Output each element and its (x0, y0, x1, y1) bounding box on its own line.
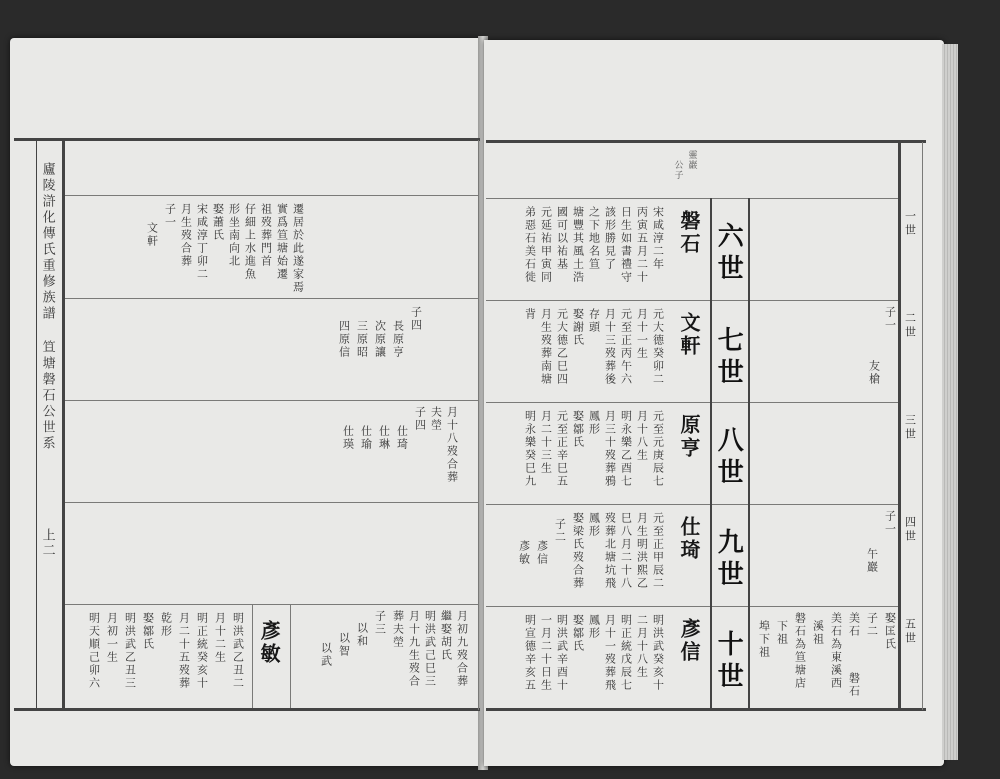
text-col: 明正統癸亥十 (195, 612, 209, 690)
row-line-3 (65, 400, 478, 401)
tree-text: 埠下祖 (757, 620, 771, 659)
row-line-4 (486, 504, 898, 505)
right-margin-rule (898, 142, 901, 710)
text-col: 娶梁氏歿合葬 (571, 512, 585, 590)
text-col: 該形勝見了 (603, 206, 617, 271)
text-col: 鳳形 (587, 614, 601, 640)
gen-scale-2: 二世 (903, 312, 917, 340)
text-col: 鳳形 (587, 410, 601, 436)
text-col: 元至正辛巳五 (555, 410, 569, 488)
text-col: 仕琳 (377, 425, 391, 451)
text-col: 元至正丙午六 (619, 308, 633, 386)
gen-label-6: 六世 (713, 222, 744, 286)
gen-label-10: 十世 (713, 630, 744, 694)
text-col: 子三 (373, 610, 387, 636)
text-col: 繼娶胡氏 (439, 610, 453, 662)
text-col: 明天順己卯六 (87, 612, 101, 690)
text-col: 形坐南向北 (227, 203, 241, 268)
text-col: 元至元庚辰七 (651, 410, 665, 488)
header-note-1: 靈巖 (686, 150, 697, 170)
text-col: 存頭 (587, 308, 601, 334)
row-line-2 (486, 300, 898, 301)
text-col: 子四 (413, 406, 427, 432)
text-col: 明洪武乙丑三 (123, 612, 137, 690)
left-right-rule (478, 140, 479, 710)
text-col: 國可以祐基 (555, 206, 569, 271)
text-col: 弟惡石美石徙 (523, 206, 537, 284)
text-col: 元延祐甲寅同 (539, 206, 553, 284)
text-col: 葬夫塋 (391, 610, 405, 649)
text-col: 娶謝氏 (571, 308, 585, 347)
text-col: 四原信 (337, 320, 351, 359)
left-bottom-border (14, 708, 480, 711)
text-col: 子四 (409, 306, 423, 332)
row-line-3 (486, 402, 898, 403)
text-col: 丙寅五月二十 (635, 206, 649, 284)
right-top-border (486, 140, 926, 143)
text-col: 明宣德辛亥五 (523, 614, 537, 692)
text-col: 日生如書禮守 (619, 206, 633, 284)
text-col: 娶蕭氏 (211, 203, 225, 242)
tree-text: 溪祖 (811, 620, 825, 646)
tree-text: 友槍 (867, 360, 881, 386)
text-col: 明永樂乙酉七 (619, 410, 633, 488)
text-col: 仕瑜 (359, 425, 373, 451)
person-name-wenxuan: 文軒 (677, 312, 701, 358)
text-col: 月生歿葬南塘 (539, 308, 553, 386)
tree-text: 美石為東溪西 (829, 612, 843, 690)
book-title: 廬陵滸化傳氏重修族譜 (39, 162, 55, 322)
row-line-4 (65, 502, 478, 503)
text-col: 鳳形 (587, 512, 601, 538)
text-col: 月二十三生 (539, 410, 553, 475)
text-col: 明正統戊辰七 (619, 614, 633, 692)
text-col: 之下地名笪 (587, 206, 601, 271)
gen-scale-3: 三世 (903, 414, 917, 442)
gen-label-8: 八世 (713, 426, 744, 490)
row-line-5 (486, 606, 898, 607)
section-title: 笪塘磐石公世系 (39, 340, 55, 452)
text-col: 月十八歿合葬 (445, 406, 459, 484)
text-col: 元大德乙巳四 (555, 308, 569, 386)
text-col: 遷居於此遂家焉 (291, 203, 305, 294)
text-col: 乾形 (159, 612, 173, 638)
divider (290, 605, 291, 708)
text-col: 明洪武己巳三 (423, 610, 437, 688)
text-col: 夫塋 (429, 406, 443, 432)
text-col: 月二十五歿葬 (177, 612, 191, 690)
text-col: 月十八生 (635, 410, 649, 462)
text-col: 月生明洪熙乙 (635, 512, 649, 590)
tree-text: 子一 (883, 306, 897, 332)
divider (252, 605, 253, 708)
text-col: 月十二生 (213, 612, 227, 664)
gen-label-7: 七世 (713, 326, 744, 390)
text-col: 宋咸淳二年 (651, 206, 665, 271)
text-col: 以智 (337, 632, 351, 658)
person-name-yanxin: 彥信 (677, 618, 701, 664)
tree-text: 娶匡氏 (883, 612, 897, 651)
tree-text: 美石 (847, 612, 861, 638)
tree-text: 磐石 (847, 672, 861, 698)
text-col: 月三十歿葬鴉 (603, 410, 617, 488)
row-line-5 (65, 604, 478, 605)
text-col: 娶鄒氏 (571, 410, 585, 449)
text-col: 歿葬北塘坑飛 (603, 512, 617, 590)
text-col: 祖歿葬門首 (259, 203, 273, 268)
header-note-2: 公子 (672, 160, 683, 180)
text-col: 背 (523, 308, 537, 321)
text-col: 二月十八生 (635, 614, 649, 679)
text-col: 月十三歿葬後 (603, 308, 617, 386)
left-top-border (14, 138, 480, 141)
text-col: 子一 (163, 203, 177, 229)
page-number: 上二 (39, 528, 55, 558)
text-col: 仕瑛 (341, 425, 355, 451)
person-name-panshi: 磐石 (677, 210, 701, 256)
text-col: 彥敏 (517, 540, 531, 566)
text-col: 仔細上水進魚 (243, 203, 257, 281)
tree-text: 下祖 (775, 620, 789, 646)
text-col: 一月二十日生 (539, 614, 553, 692)
text-col: 以和 (355, 622, 369, 648)
page-edges (942, 44, 958, 760)
tree-text: 磐石為笪塘店 (793, 612, 807, 690)
text-col: 三原昭 (355, 320, 369, 359)
text-col: 巳八月二十八 (619, 512, 633, 590)
text-col: 明永樂癸巳九 (523, 410, 537, 488)
text-col: 明洪武癸亥十 (651, 614, 665, 692)
text-col: 仕琦 (395, 425, 409, 451)
text-col: 實爲笪塘始遷 (275, 203, 289, 281)
person-name-yuanheng: 原亨 (677, 414, 701, 460)
text-col: 宋咸淳丁卯二 (195, 203, 209, 281)
row-line-1 (65, 195, 478, 196)
person-name-yanmin: 彥敏 (257, 620, 281, 666)
text-col: 娶鄒氏 (141, 612, 155, 651)
person-name-shiqi: 仕琦 (677, 516, 701, 562)
text-col: 子二 (553, 518, 567, 544)
text-col: 明洪武辛酉十 (555, 614, 569, 692)
tree-text: 子一 (883, 510, 897, 536)
text-col: 明洪武乙丑二 (231, 612, 245, 690)
text-col: 月十九生歿合 (407, 610, 421, 688)
gen-label-9: 九世 (713, 528, 744, 592)
text-col: 娶鄒氏 (571, 614, 585, 653)
text-col: 元大德癸卯二 (651, 308, 665, 386)
text-col: 月初九歿合葬 (455, 610, 469, 688)
text-col: 月生歿合葬 (179, 203, 193, 268)
text-col: 彥信 (535, 540, 549, 566)
text-col: 次原讓 (373, 320, 387, 359)
text-col: 以武 (319, 642, 333, 668)
row-line-2 (65, 298, 478, 299)
right-bottom-border (486, 708, 926, 711)
left-margin-rule (62, 140, 65, 710)
text-col: 月十一歿葬飛 (603, 614, 617, 692)
gen-scale-1: 一世 (903, 210, 917, 238)
text-col: 月十一生 (635, 308, 649, 360)
text-col: 文軒 (145, 222, 159, 248)
text-col: 月初一生 (105, 612, 119, 664)
text-col: 塘豐其風土浩 (571, 206, 585, 284)
left-margin-rule-2 (36, 140, 37, 710)
text-col: 元至正甲辰二 (651, 512, 665, 590)
right-margin-rule-2 (922, 142, 923, 710)
row-line-1 (486, 198, 898, 199)
gen-scale-4: 四世 (903, 516, 917, 544)
tree-text: 午巖 (865, 548, 879, 574)
tree-text: 子二 (865, 612, 879, 638)
text-col: 長原亨 (391, 320, 405, 359)
gen-scale-5: 五世 (903, 618, 917, 646)
